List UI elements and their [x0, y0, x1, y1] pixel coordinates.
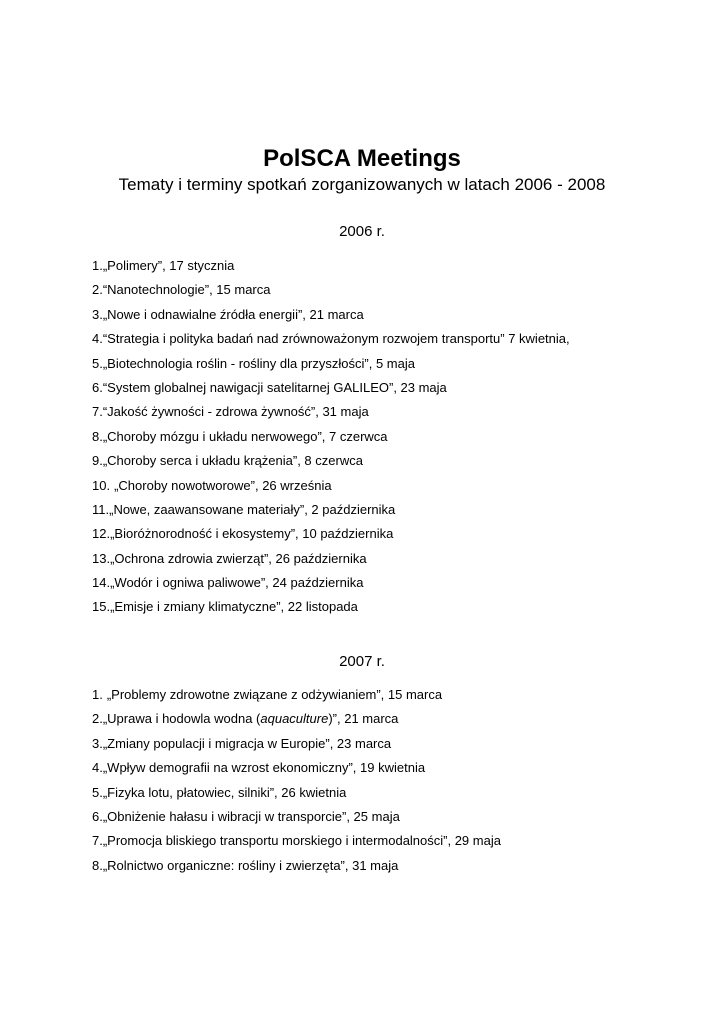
- list-item: [92, 476, 570, 500]
- list-item: [92, 305, 570, 329]
- item-number: 4.: [92, 331, 103, 347]
- item-text: „Promocja bliskiego transportu morskiego i intermodalności”, 29 maja: [102, 833, 501, 849]
- list-item: [92, 329, 570, 353]
- item-number: 7.: [92, 404, 103, 420]
- list-item: [92, 709, 501, 733]
- item-number: 10.: [92, 477, 111, 493]
- item-text: „Rolnictwo organiczne: rośliny i zwierzęta”, 31 maja: [102, 857, 399, 873]
- list-item: [92, 831, 501, 855]
- item-number: 15.: [92, 599, 111, 615]
- item-text: „Choroby mózgu i układu nerwowego”, 7 czerwca: [102, 428, 388, 444]
- item-text-before: „Uprawa i hodowla wodna (: [102, 711, 261, 727]
- list-item: [92, 807, 501, 831]
- list-item: [92, 378, 570, 402]
- item-number: 13.: [92, 550, 111, 566]
- list-item: [92, 856, 501, 880]
- item-number: 14.: [92, 575, 111, 591]
- item-text: „Bioróżnorodność i ekosystemy”, 10 października: [110, 526, 394, 542]
- list-item: [92, 734, 501, 758]
- year-heading-2006: 2006 r.: [339, 223, 385, 240]
- list-item: [92, 354, 570, 378]
- item-text: “Jakość żywności - zdrowa żywność”, 31 maja: [102, 404, 369, 420]
- item-text: „Emisje i zmiany klimatyczne”, 22 listopada: [110, 599, 358, 615]
- item-text: „Biotechnologia roślin - rośliny dla przyszłości”, 5 maja: [102, 355, 415, 371]
- item-number: 7.: [92, 833, 103, 849]
- item-text: “System globalnej nawigacji satelitarnej GALILEO”, 23 maja: [102, 379, 447, 395]
- item-text: „Fizyka lotu, płatowiec, silniki”, 26 kwietnia: [102, 784, 347, 800]
- list-item: [92, 280, 570, 304]
- list-item: [92, 427, 570, 451]
- item-text: „Nowe, zaawansowane materiały”, 2 października: [109, 501, 396, 517]
- item-number: 9.: [92, 453, 103, 469]
- list-item: [92, 685, 501, 709]
- item-text-after: )”, 21 marca: [328, 711, 399, 727]
- item-text: „Choroby serca i układu krążenia”, 8 czerwca: [102, 453, 363, 469]
- list-item: [92, 758, 501, 782]
- item-number: 3.: [92, 306, 103, 322]
- list-item: [92, 256, 570, 280]
- item-number: 1.: [92, 258, 103, 273]
- item-text-italic: aquaculture: [260, 711, 329, 727]
- item-number: 2.: [92, 711, 103, 727]
- item-number: 4.: [92, 760, 103, 776]
- item-text: „Zmiany populacji i migracja w Europie”, 23 marca: [102, 735, 392, 751]
- item-text: „Nowe i odnawialne źródła energii”, 21 marca: [102, 306, 364, 322]
- item-number: 6.: [92, 379, 103, 395]
- meetings-list-2007: [92, 685, 501, 880]
- meetings-list-2006: [92, 256, 570, 622]
- item-number: 11.: [92, 501, 110, 517]
- year-heading-2007: 2007 r.: [339, 653, 385, 670]
- item-number: 3.: [92, 735, 103, 751]
- item-text: “Strategia i polityka badań nad zrównoważonym rozwojem transportu” 7 kwietnia,: [102, 331, 570, 347]
- list-item: [92, 524, 570, 548]
- item-text: „Problemy zdrowotne związane z odżywianiem”, 15 marca: [106, 687, 443, 702]
- item-text: „Wodór i ogniwa paliwowe”, 24 października: [110, 575, 364, 591]
- item-number: 8.: [92, 428, 103, 444]
- list-item: [92, 573, 570, 597]
- item-text: „Polimery”, 17 stycznia: [102, 258, 235, 273]
- item-text: „Obniżenie hałasu i wibracji w transporcie”, 25 maja: [102, 808, 400, 824]
- item-number: 1.: [92, 687, 103, 702]
- list-item: [92, 549, 570, 573]
- item-text: “Nanotechnologie”, 15 marca: [102, 282, 271, 298]
- list-item: [92, 451, 570, 475]
- item-text: „Choroby nowotworowe”, 26 września: [114, 477, 332, 493]
- list-item: [92, 500, 570, 524]
- list-item: [92, 402, 570, 426]
- item-number: 6.: [92, 808, 103, 824]
- document-subtitle: Tematy i terminy spotkań zorganizowanych w latach 2006 - 2008: [118, 175, 606, 194]
- item-text: „Ochrona zdrowia zwierząt”, 26 października: [110, 550, 367, 566]
- list-item: [92, 783, 501, 807]
- list-item: [92, 597, 570, 621]
- item-text: „Wpływ demografii na wzrost ekonomiczny”, 19 kwietnia: [102, 760, 426, 776]
- item-number: 12.: [92, 526, 111, 542]
- document-title: PolSCA Meetings: [263, 145, 461, 172]
- item-number: 8.: [92, 857, 103, 873]
- item-number: 5.: [92, 355, 103, 371]
- item-number: 5.: [92, 784, 103, 800]
- item-number: 2.: [92, 282, 103, 298]
